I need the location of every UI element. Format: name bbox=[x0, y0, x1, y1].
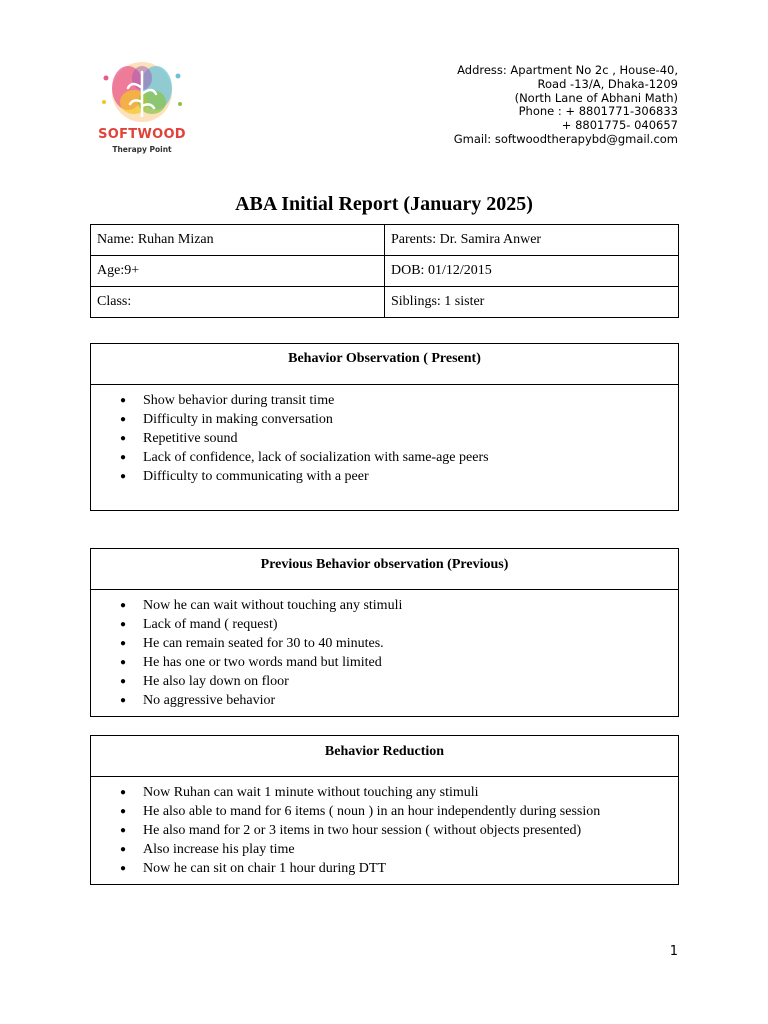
list-item: ● Now Ruhan can wait 1 minute without touching any stimuli bbox=[91, 783, 678, 802]
list-item: ● Also increase his play time bbox=[91, 840, 678, 859]
phone-line: + 8801775- 040657 bbox=[561, 118, 678, 133]
list-item: ● Show behavior during transit time bbox=[91, 391, 678, 410]
list-item: ● He can remain seated for 30 to 40 minutes. bbox=[91, 634, 678, 653]
list-item: ● He has one or two words mand but limited bbox=[91, 653, 678, 672]
section-heading: Previous Behavior observation (Previous) bbox=[91, 549, 678, 590]
list-item: ● Lack of confidence, lack of socialization with same-age peers bbox=[91, 448, 678, 467]
list-item: ● Repetitive sound bbox=[91, 429, 678, 448]
address-line: Address: Apartment No 2c , House-40, bbox=[457, 63, 678, 77]
list-item: ● He also mand for 2 or 3 items in two hour session ( without objects presented) bbox=[91, 821, 678, 840]
previous-behavior-list bbox=[91, 590, 678, 710]
page-number: 1 bbox=[669, 944, 678, 959]
table-row bbox=[91, 225, 679, 256]
parents-cell: Parents: Dr. Samira Anwer bbox=[385, 225, 679, 256]
dob-cell: DOB: 01/12/2015 bbox=[385, 256, 679, 287]
previous-behavior-section bbox=[90, 548, 679, 717]
address-block bbox=[454, 64, 678, 147]
logo-wordmark: SOFTWOOD bbox=[98, 127, 186, 142]
address-line: (North Lane of Abhani Math) bbox=[514, 90, 678, 105]
logo-tagline: Therapy Point bbox=[112, 145, 172, 154]
behavior-reduction-list bbox=[91, 777, 678, 878]
table-row bbox=[91, 256, 679, 287]
age-cell: Age:9+ bbox=[91, 256, 385, 287]
report-title: ABA Initial Report (January 2025) bbox=[235, 193, 533, 215]
name-cell: Name: Ruhan Mizan bbox=[91, 225, 385, 256]
list-item: ● He also lay down on floor bbox=[91, 672, 678, 691]
list-item: ● Difficulty to communicating with a peer bbox=[91, 467, 678, 486]
table-row bbox=[91, 287, 679, 318]
list-item: ● Now he can sit on chair 1 hour during DTT bbox=[91, 859, 678, 878]
section-heading: Behavior Observation ( Present) bbox=[91, 344, 678, 385]
address-line: Road -13/A, Dhaka-1209 bbox=[537, 76, 678, 91]
list-item: ● He also able to mand for 6 items ( noun ) in an hour independently during session bbox=[91, 802, 678, 821]
list-item: ● Difficulty in making conversation bbox=[91, 410, 678, 429]
list-item: ● Now he can wait without touching any stimuli bbox=[91, 596, 678, 615]
present-behavior-section bbox=[90, 343, 679, 511]
class-cell: Class: bbox=[91, 287, 385, 318]
email-line: Gmail: softwoodtherapybd@gmail.com bbox=[453, 131, 678, 146]
present-behavior-list bbox=[91, 385, 678, 486]
siblings-cell: Siblings: 1 sister bbox=[385, 287, 679, 318]
softwood-logo-icon bbox=[88, 58, 196, 158]
list-item: ● No aggressive behavior bbox=[91, 691, 678, 710]
list-item: ● Lack of mand ( request) bbox=[91, 615, 678, 634]
patient-info-table bbox=[90, 224, 679, 318]
section-heading: Behavior Reduction bbox=[91, 736, 678, 777]
phone-line: Phone : + 8801771-306833 bbox=[518, 104, 678, 119]
behavior-reduction-section bbox=[90, 735, 679, 885]
